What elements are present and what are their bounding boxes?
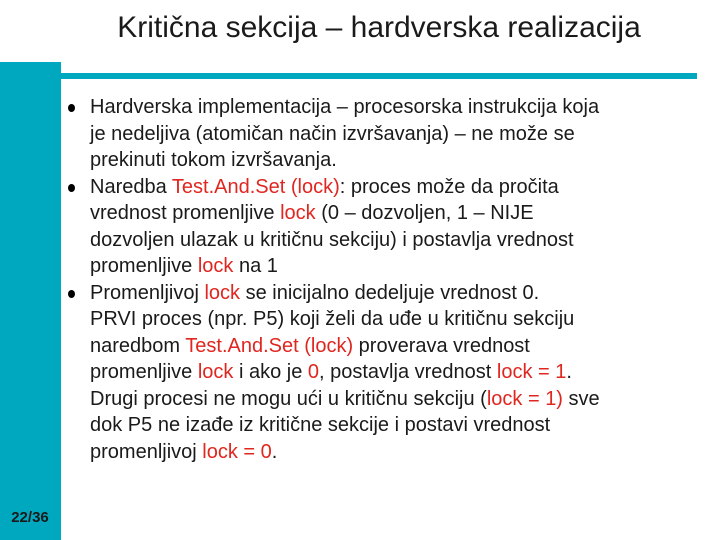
text-segment: (0 – dozvoljen, 1 – NIJE [315, 202, 534, 224]
text-line [90, 253, 711, 280]
code-term: lock [197, 361, 234, 383]
text-line [90, 359, 711, 386]
slide-title: Kritična sekcija – hardverska realizacija [117, 11, 641, 44]
code-term: lock [204, 281, 241, 304]
bullet-list [61, 94, 711, 465]
text-segment: Drugi procesi ne mogu ući u kritičnu sekciju ( [90, 387, 487, 410]
text-segment: dok P5 ne izađe iz kritične sekcije i postavi vrednost [90, 414, 551, 436]
bullet-item [61, 280, 711, 466]
page-number: 22/36 [11, 509, 49, 526]
bullet-text [90, 94, 711, 174]
title-underline [61, 73, 697, 79]
code-term: Test.And.Set (lock) [171, 175, 340, 198]
text-line [90, 386, 711, 413]
text-segment: Naredba [90, 175, 172, 198]
code-term: lock = 1 [496, 361, 567, 383]
text-segment: sve [562, 387, 600, 410]
text-line [90, 174, 711, 201]
text-segment: prekinuti tokom izvršavanja. [90, 149, 337, 171]
text-line [90, 121, 711, 148]
text-segment: . [566, 361, 572, 383]
text-segment: na 1 [233, 255, 278, 277]
text-segment: promenljive [90, 255, 198, 277]
text-line [90, 439, 711, 466]
bullet-text [90, 174, 711, 280]
bullet-item [61, 94, 711, 174]
text-segment: promenljive [90, 361, 198, 383]
text-segment: naredbom [90, 334, 186, 357]
text-segment: PRVI proces (npr. P5) koji želi da uđe u kritičnu sekciju [90, 308, 575, 330]
code-term: lock = 0 [202, 440, 272, 463]
code-term: lock [197, 255, 234, 277]
bullet-text [90, 280, 711, 466]
code-term: Test.And.Set (lock) [185, 334, 354, 357]
text-line [90, 94, 711, 121]
text-segment: : proces može da pročita [339, 175, 559, 198]
text-line [90, 333, 711, 360]
bullet-dot-icon [68, 290, 75, 298]
text-segment: dozvoljen ulazak u kritičnu sekciju) i postavlja vrednost [90, 228, 574, 251]
text-line [90, 412, 711, 439]
text-segment: se inicijalno dedeljuje vrednost 0. [240, 281, 540, 304]
text-segment: je nedeljiva (atomičan način izvršavanja) – ne može se [90, 122, 575, 145]
text-segment: vrednost promenljive [90, 202, 281, 224]
bullet-dot-icon [68, 104, 75, 112]
code-term: lock = 1) [486, 387, 563, 410]
sidebar-accent-bar [0, 0, 61, 540]
text-segment: proverava vrednost [353, 334, 530, 357]
code-term: lock [280, 202, 316, 224]
text-line [90, 306, 711, 333]
bullet-dot-icon [68, 184, 75, 192]
text-segment: Hardverska implementacija – procesorska instrukcija koja [90, 96, 600, 118]
text-line [90, 200, 711, 227]
text-line [90, 227, 711, 254]
bullet-item [61, 174, 711, 280]
code-term: 0 [307, 361, 320, 383]
text-line [90, 280, 711, 307]
text-segment: . [271, 440, 278, 463]
text-segment: i ako je [233, 361, 308, 383]
text-segment: promenljivoj [90, 440, 203, 463]
text-segment: Promenljivoj [90, 281, 205, 304]
sidebar-top-gap [0, 0, 61, 62]
text-segment: , postavlja vrednost [319, 361, 497, 383]
text-line [90, 147, 711, 174]
